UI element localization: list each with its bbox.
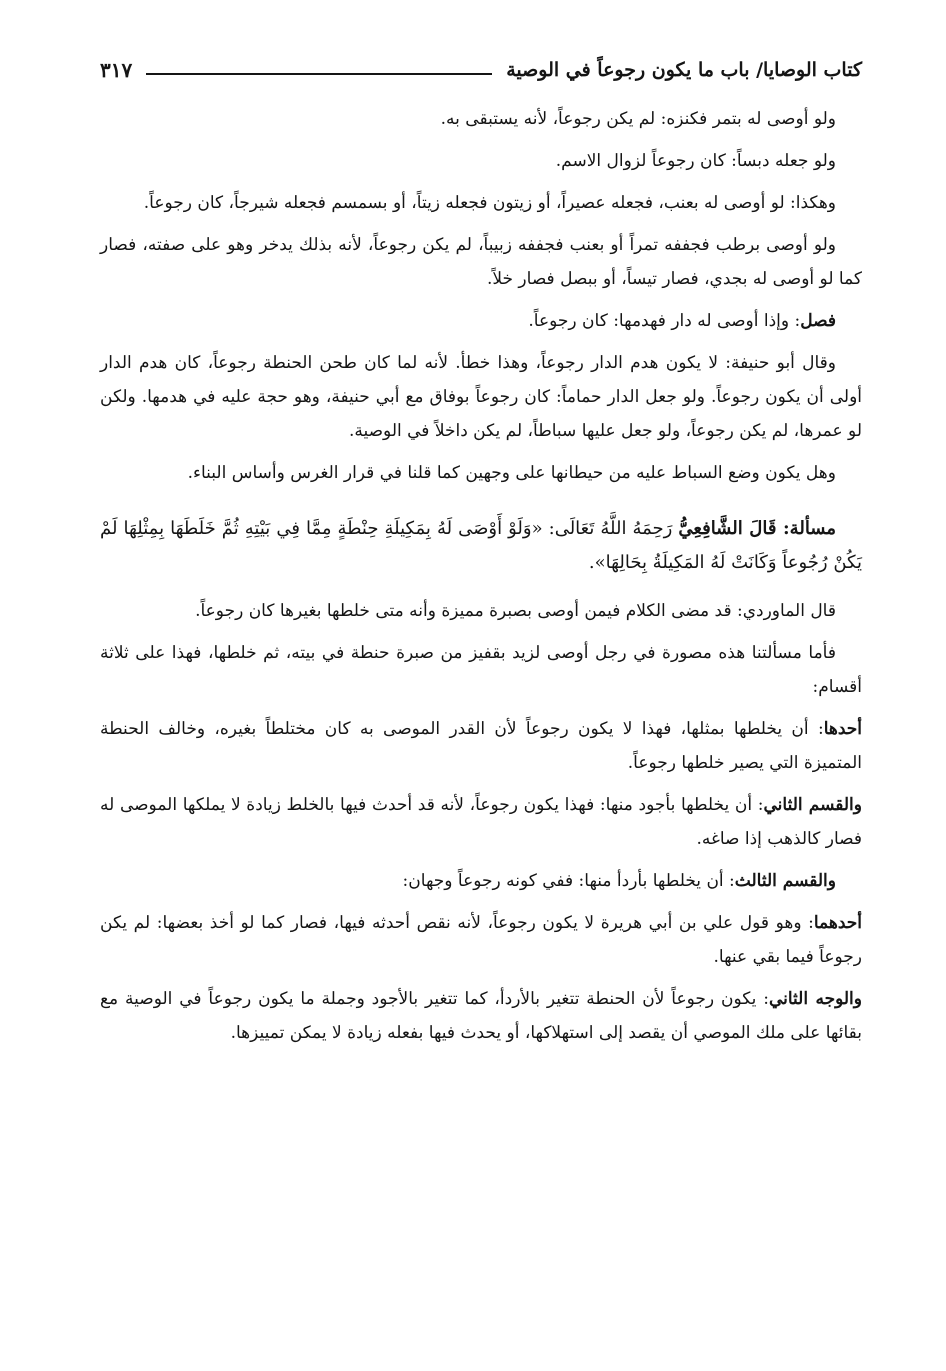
paragraph: ولو جعله دبساً: كان رجوعاً لزوال الاسم. <box>555 151 836 171</box>
paragraph: ولو أوصى له بتمر فكنزه: لم يكن رجوعاً، لأنه يستبقى به. <box>440 109 836 129</box>
masala-paragraph: مسألة: قَالَ الشَّافِعِيُّ رَحِمَهُ اللَّهُ تَعَالَى: «وَلَوْ أَوْصَى لَهُ بِمَكِيلَةِ حِنْطَةٍ مِمَّا فِي بَيْتِهِ ثُمَّ خَلَطَهَا بِمِثْلِهَا لَمْ يَكُنْ رُجُوعاً وَكَانَتْ لَهُ المَكِيلَةُ بِحَالِهَا». <box>100 518 862 573</box>
paragraph: فأما مسألتنا هذه مصورة في رجل أوصى لزيد بقفيز من صبرة حنطة في بيته، ثم خلطها، فهذا على ثلاثة أقسام: <box>100 643 862 697</box>
paragraph: أحدها: أن يخلطها بمثلها، فهذا لا يكون رجوعاً لأن القدر الموصى به كان مختلطاً بغيره، وخالف الحنطة المتميزة التي يصير خلطها رجوعاً. <box>100 719 862 773</box>
running-header <box>100 48 862 92</box>
term-heading: والقسم الثاني <box>763 795 862 815</box>
paragraph: ولو أوصى برطب فجففه تمراً أو بعنب فجففه زبيباً، لم يكن رجوعاً، لأنه بذلك يدخر وهو على صفته، فصار كما لو أوصى له بجدي، فصار تيساً، أو ببصل فصار خلاً. <box>100 235 862 289</box>
paragraph: والقسم الثالث: أن يخلطها بأردأ منها: ففي كونه رجوعاً وجهان: <box>402 871 836 891</box>
header-rule <box>146 73 492 75</box>
paragraph: والوجه الثاني: يكون رجوعاً لأن الحنطة تتغير بالأردأ، كما تتغير بالأجود وجملة ما يكون رجوعاً في الوصية مع بقائها على ملك الموصي أن يقصد إلى استهلاكها، أو يحدث فيها بفعله زيادة لا يمكن تمييزها. <box>100 989 862 1043</box>
document-page <box>100 48 862 1348</box>
paragraph: قال الماوردي: قد مضى الكلام فيمن أوصى بصبرة مميزة وأنه متى خلطها بغيرها كان رجوعاً. <box>195 601 836 621</box>
term-heading: أحدها <box>823 719 862 739</box>
masala-heading: مسألة: قَالَ الشَّافِعِيُّ <box>678 518 836 539</box>
paragraph: وهل يكون وضع السباط عليه من حيطانها على وجهين كما قلنا في قرار الغرس وأساس البناء. <box>187 463 836 483</box>
page-body <box>100 102 862 1050</box>
paragraph: والقسم الثاني: أن يخلطها بأجود منها: فهذا يكون رجوعاً، لأنه قد أحدث فيها بالخلط زيادة لا يملكها الموصى له فصار كالذهب إذا صاغه. <box>100 795 862 849</box>
paragraph: وقال أبو حنيفة: لا يكون هدم الدار رجوعاً، وهذا خطأ. لأنه لما كان طحن الحنطة رجوعاً، كان هدم الدار أولى أن يكون رجوعاً. ولو جعل الدار حماماً: كان رجوعاً بوفاق مع أبي حنيفة، وهو حجة عليه في هدمها. ولكن لو عمرها، لم يكن رجوعاً، ولو جعل عليها سباطاً، لم يكن داخلاً في الوصية. <box>100 353 862 441</box>
paragraph: أحدهما: وهو قول علي بن أبي هريرة لا يكون رجوعاً، لأنه نقص أحدثه فيها، فصار كما لو أخذ بعضها: لم يكن رجوعاً فيما بقي عنها. <box>100 913 862 967</box>
term-heading: والقسم الثالث <box>734 871 836 891</box>
page-number: ٣١٧ <box>100 58 133 82</box>
section-heading: فصل <box>800 311 836 331</box>
section-paragraph: فصل: وإذا أوصى له دار فهدمها: كان رجوعاً. <box>528 311 836 331</box>
paragraph: وهكذا: لو أوصى له بعنب، فجعله عصيراً، أو زيتون فجعله زيتاً، أو بسمسم فجعله شيرجاً، كان رجوعاً. <box>143 193 836 213</box>
term-heading: أحدهما <box>813 913 862 933</box>
chapter-title: كتاب الوصايا/ باب ما يكون رجوعاً في الوصية <box>506 59 862 81</box>
term-heading: والوجه الثاني <box>768 989 862 1009</box>
